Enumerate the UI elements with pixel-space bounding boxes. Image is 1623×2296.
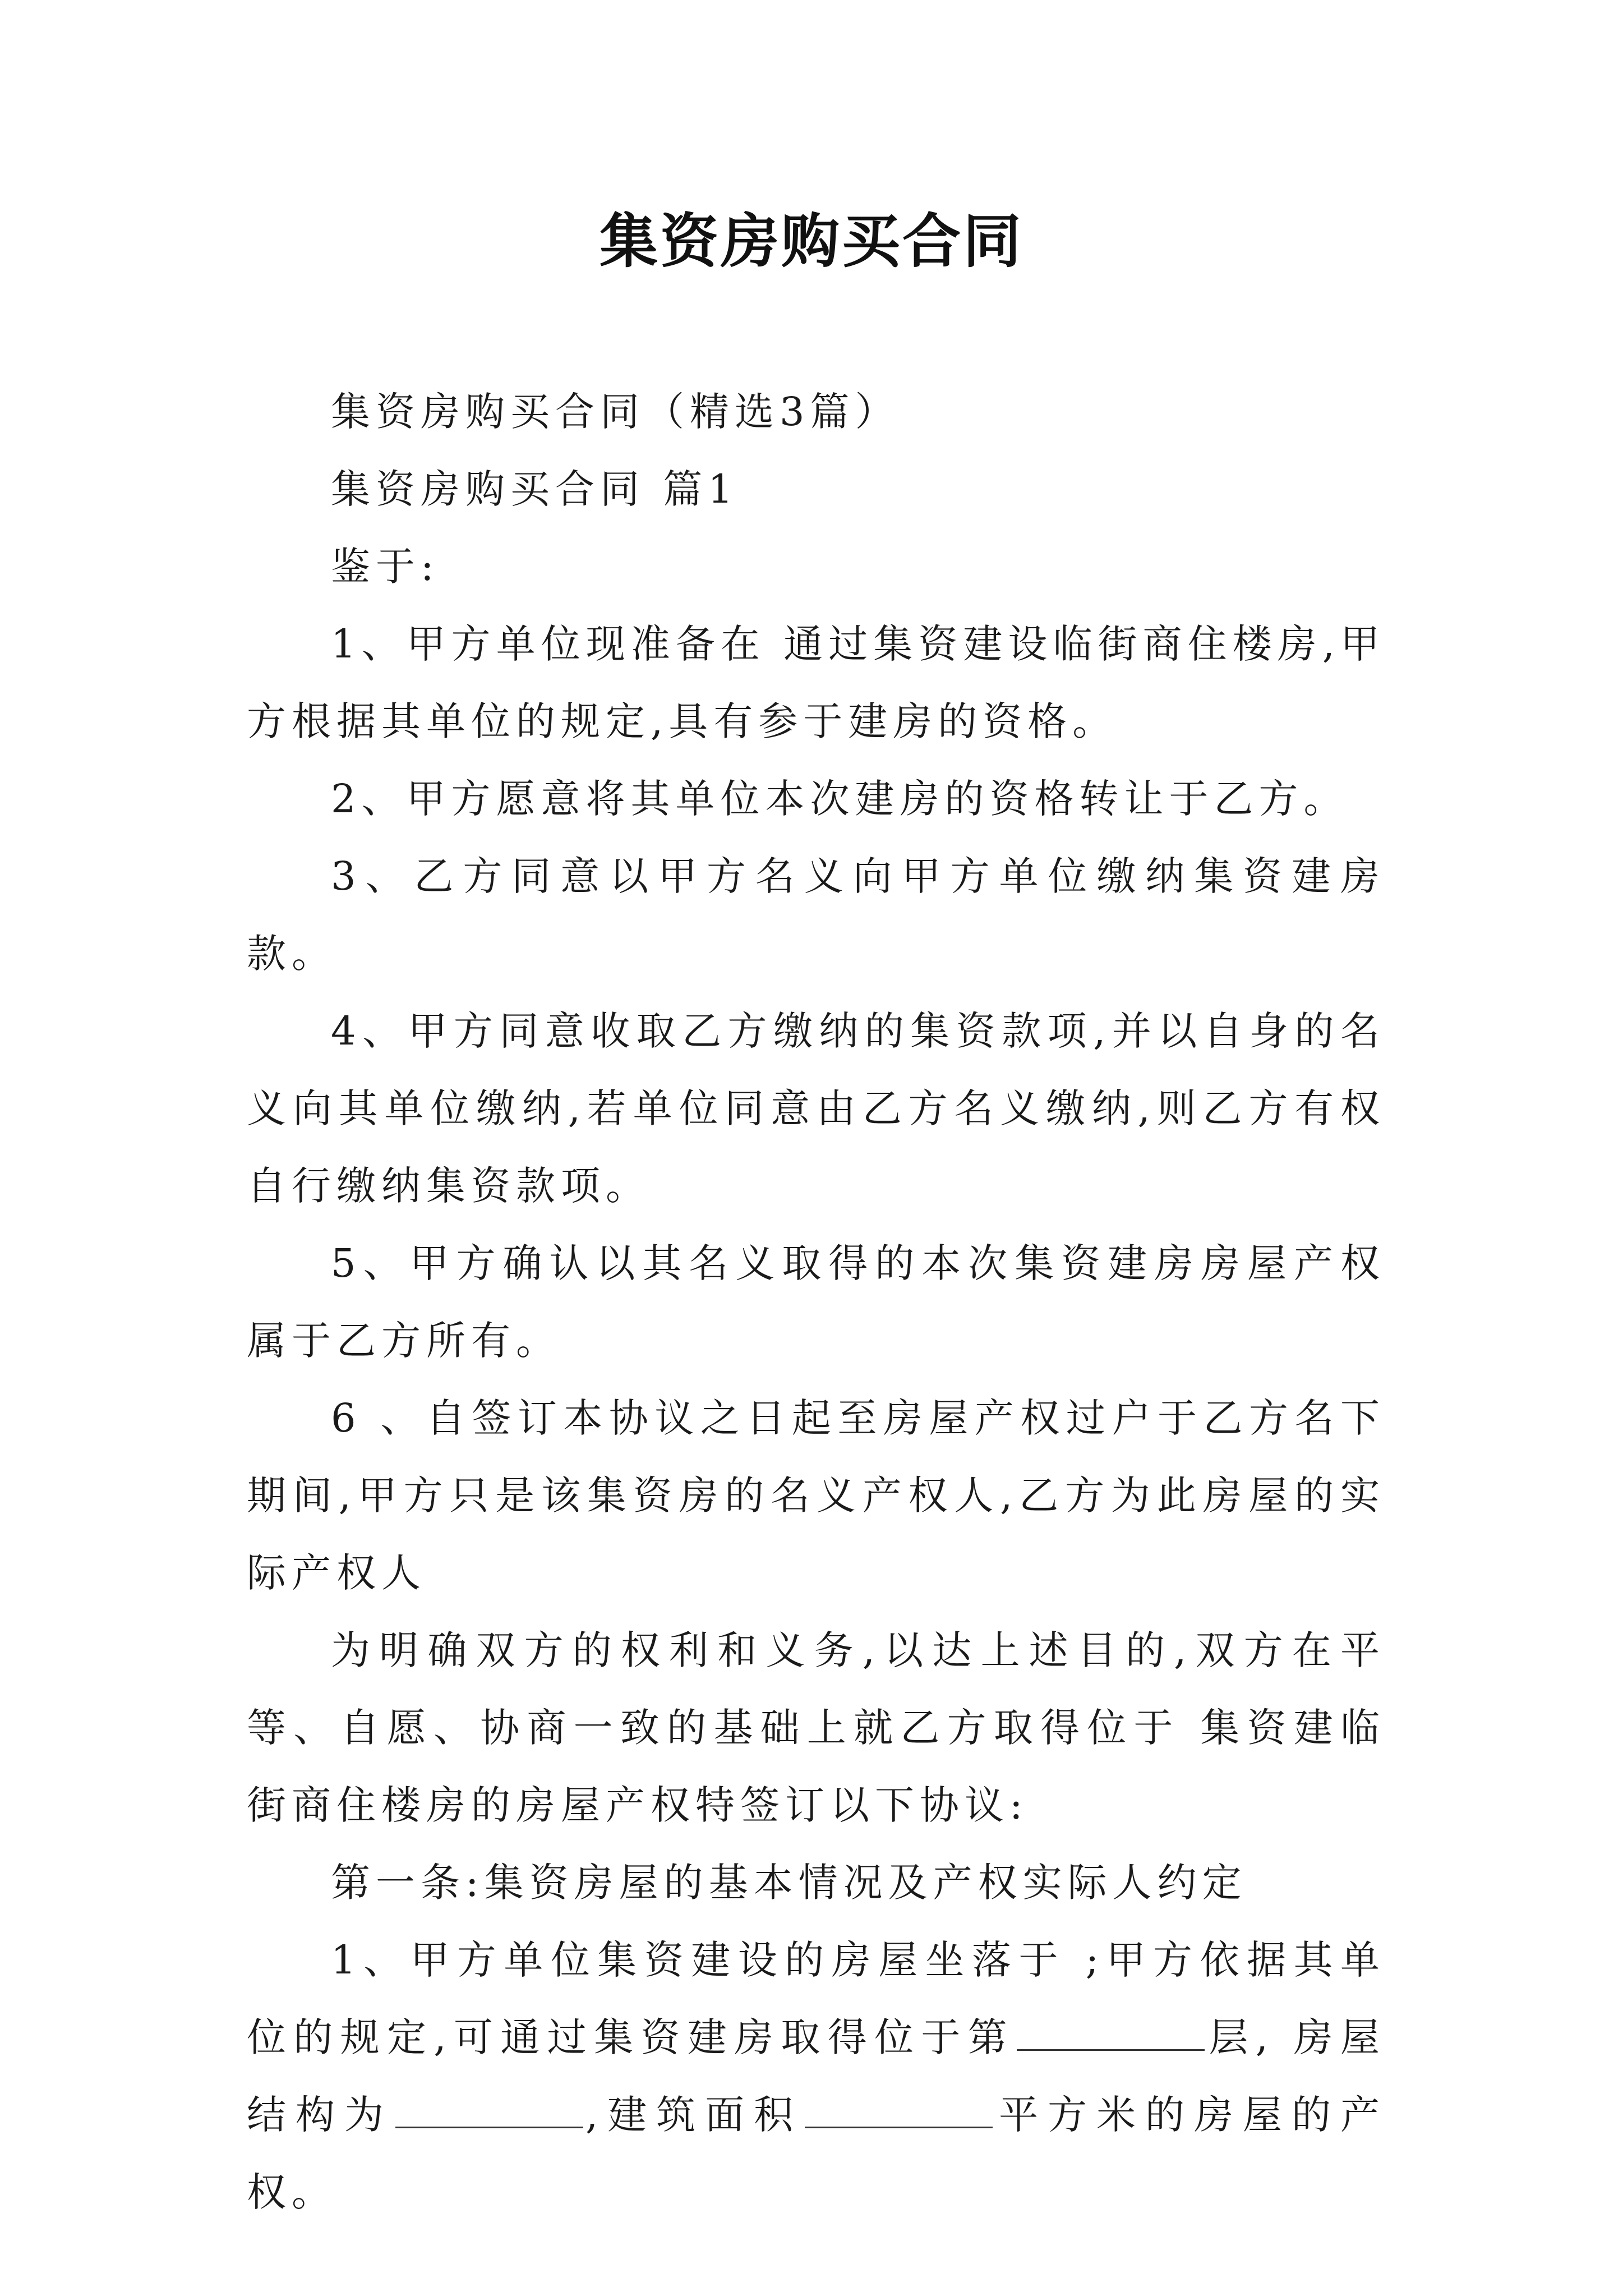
recital-3: 3、乙方同意以甲方名义向甲方单位缴纳集资建房款。 [247, 853, 1385, 977]
clause-text-part-1: 1、甲方单位集资建设的房屋坐落于 ;甲方依据其单位的规定,可通过集资建房取得位于第 [247, 1937, 1385, 2060]
article-1-clause-1 [247, 1921, 1385, 2231]
clause-text-part-3: ,建筑面积 [585, 2092, 803, 2138]
recital-4: 4、甲方同意收取乙方缴纳的集资款项,并以自身的名义向其单位缴纳,若单位同意由乙方名义缴纳,则乙方有权自行缴纳集资款项。 [247, 1008, 1385, 1209]
recital-1: 1、甲方单位现准备在 通过集资建设临街商住楼房,甲方根据其单位的规定,具有参于建房的资格。 [247, 621, 1385, 744]
recital-6: 6 、自签订本协议之日起至房屋产权过户于乙方名下期间,甲方只是该集资房的名义产权人,乙方为此房屋的实际产权人 [247, 1395, 1385, 1596]
area-blank [805, 2127, 993, 2128]
structure-blank [395, 2127, 583, 2128]
floor-blank [1017, 2049, 1205, 2051]
recital-2: 2、甲方愿意将其单位本次建房的资格转让于乙方。 [331, 776, 1349, 822]
whereas-heading: 鉴于: [331, 544, 440, 590]
document-title: 集资房购买合同 [599, 207, 1023, 275]
purpose-paragraph: 为明确双方的权利和义务,以达上述目的,双方在平等、自愿、协商一致的基础上就乙方取得位于 集资建临街商住楼房的房屋产权特签订以下协议: [247, 1627, 1385, 1828]
section-heading: 集资房购买合同 篇1 [331, 466, 739, 512]
article-1-heading: 第一条:集资房屋的基本情况及产权实际人约定 [331, 1860, 1247, 1906]
clause-text-part-2: 层, 房屋结构为 [247, 2014, 1385, 2138]
clause-text-part-4: 平方米的房屋的产权。 [247, 2092, 1385, 2215]
document-body [247, 373, 1385, 2231]
recital-5: 5、甲方确认以其名义取得的本次集资建房房屋产权属于乙方所有。 [247, 1240, 1385, 1364]
subtitle-paragraph: 集资房购买合同（精选3篇） [331, 389, 900, 435]
